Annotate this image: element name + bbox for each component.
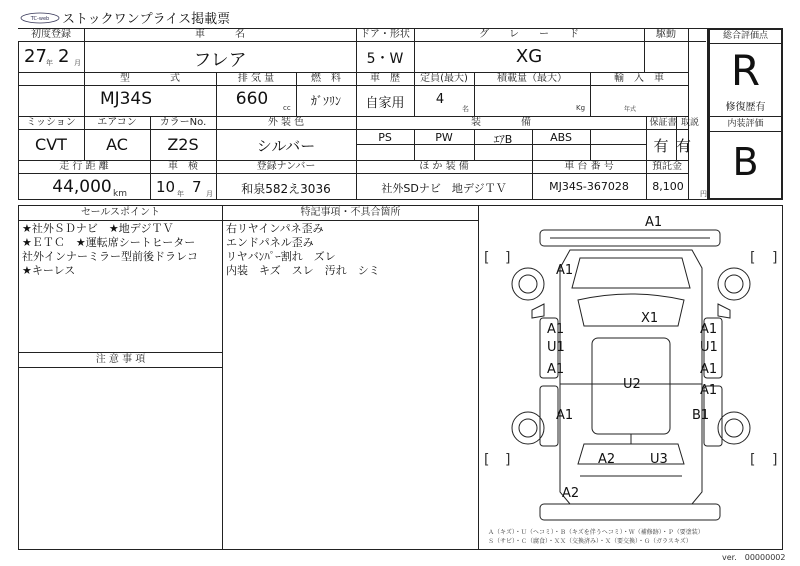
damage-mark: A2 bbox=[562, 486, 580, 501]
overall-grade: R bbox=[730, 46, 761, 95]
legend: Ａ（キズ）・Ｕ（ヘコミ）・Ｂ（キズを伴うヘコミ）・Ｗ（補修跡）・Ｐ（要塗装） Ｓ（サビ）・Ｃ（腐食）・ＸＸ（交換済み）・Ｘ（要交換）・Ｇ（ガラスキズ） bbox=[488, 529, 704, 545]
damage-mark: A1 bbox=[700, 322, 718, 337]
interior-grade-header: 内装評価 bbox=[710, 116, 781, 132]
manual: 有 bbox=[676, 137, 692, 155]
equip-pw: PW bbox=[435, 131, 453, 144]
exterior-header: 外 装 色 bbox=[267, 117, 305, 128]
grade-header: グ レ ー ド bbox=[479, 29, 579, 40]
displacement: 660 bbox=[235, 89, 269, 109]
logo bbox=[20, 9, 60, 21]
damage-mark: A1 bbox=[556, 263, 574, 278]
inspection-month: 7 bbox=[192, 178, 202, 196]
overall-note: 修復歴有 bbox=[725, 102, 766, 113]
bracket-left-bottom: [ bbox=[484, 452, 490, 468]
damage-mark: A1 bbox=[700, 383, 718, 398]
load-header: 積載量（最大） bbox=[497, 73, 567, 84]
exterior-color: シルバー bbox=[256, 137, 316, 155]
list-item: 社外インナーミラー型前後ドラレコ bbox=[22, 250, 198, 263]
bracket-right-bottom: [ bbox=[750, 452, 756, 468]
car-name-header: 車 名 bbox=[195, 29, 245, 40]
sales-points-header: セールスポイント bbox=[19, 206, 222, 221]
bracket-left-top: [ bbox=[484, 250, 490, 266]
list-item: ★ＥＴＣ ★運転席シートヒーター bbox=[22, 236, 196, 249]
list-item: エンドパネル歪み bbox=[226, 236, 314, 249]
version: ver. 00000002 bbox=[722, 553, 786, 562]
bracket-left-bottom-close: ] bbox=[505, 452, 511, 468]
deposit: 8,100 bbox=[652, 180, 684, 193]
door-type: 5・W bbox=[366, 51, 404, 67]
manual-header: 取説 bbox=[680, 118, 699, 128]
damage-mark: U2 bbox=[623, 377, 641, 392]
car-diagram bbox=[480, 208, 782, 526]
damage-mark: A1 bbox=[547, 362, 565, 377]
damage-mark: A1 bbox=[547, 322, 565, 337]
color-no: Z2S bbox=[167, 135, 199, 154]
warranty-header: 保証書 bbox=[649, 118, 677, 128]
bracket-right-top-close: ] bbox=[772, 250, 778, 266]
fuel-header: 燃 料 bbox=[311, 73, 341, 84]
chassis-number: MJ34S-367028 bbox=[549, 180, 629, 193]
list-item: リヤバﾝﾊﾟｰ割れ ズレ bbox=[226, 250, 336, 263]
other-equip-header: ほ か 装 備 bbox=[419, 161, 469, 172]
page-title: ストックワンプライス掲載票 bbox=[62, 12, 231, 27]
interior-grade: B bbox=[732, 140, 759, 184]
usage-header: 車 歴 bbox=[370, 73, 400, 84]
damage-mark: U1 bbox=[700, 340, 718, 355]
list-item: 内装 キズ スレ 汚れ シミ bbox=[226, 264, 380, 277]
capacity: 4 bbox=[435, 92, 445, 107]
caution-header: 注 意 事 項 bbox=[19, 352, 222, 368]
damage-mark: A1 bbox=[556, 408, 574, 423]
import-header: 輸 入 車 bbox=[614, 73, 664, 84]
first-reg-year: 27 bbox=[24, 46, 47, 67]
color-no-header: カラーNo. bbox=[159, 117, 207, 128]
damage-mark: A1 bbox=[700, 362, 718, 377]
bracket-left-top-close: ] bbox=[505, 250, 511, 266]
model: MJ34S bbox=[99, 89, 153, 109]
damage-mark: A2 bbox=[598, 452, 616, 467]
bracket-right-bottom-close: ] bbox=[772, 452, 778, 468]
equipment-header: 装 備 bbox=[471, 117, 531, 128]
chassis-header: 車 台 番 号 bbox=[564, 161, 614, 172]
car-name: フレア bbox=[193, 50, 247, 71]
mission: CVT bbox=[35, 135, 67, 154]
fuel: ｶﾞｿﾘﾝ bbox=[310, 94, 341, 108]
first-reg-header: 初度登録 bbox=[31, 29, 71, 40]
damage-mark: B1 bbox=[692, 408, 710, 423]
damage-mark: A1 bbox=[645, 215, 663, 230]
capacity-header: 定員(最大) bbox=[420, 73, 468, 84]
notes bbox=[226, 222, 380, 278]
notes-header: 特記事項・不具合箇所 bbox=[223, 206, 478, 221]
door-header: ドア・形状 bbox=[360, 29, 410, 40]
plate-header: 登録ナンバー bbox=[256, 161, 316, 172]
warranty: 有 bbox=[653, 137, 669, 155]
list-item: 右リヤインパネ歪み bbox=[226, 222, 324, 235]
mileage: 44,000 bbox=[52, 177, 112, 197]
damage-mark: U3 bbox=[650, 452, 668, 467]
damage-mark: U1 bbox=[547, 340, 565, 355]
svg-text:TC-web: TC-web bbox=[30, 16, 50, 22]
drive-header: 駆動 bbox=[656, 29, 676, 40]
inspection-header: 車 検 bbox=[168, 161, 198, 172]
first-reg-month: 2 bbox=[58, 46, 70, 67]
list-item: ★キーレス bbox=[22, 264, 76, 277]
usage: 自家用 bbox=[365, 96, 405, 111]
displacement-header: 排 気 量 bbox=[237, 73, 275, 84]
deposit-header: 預託金 bbox=[652, 161, 682, 172]
overall-grade-header: 総合評価点 bbox=[710, 29, 781, 44]
aircon: AC bbox=[106, 135, 128, 154]
plate-number: 和泉582え3036 bbox=[241, 182, 331, 196]
damage-mark: X1 bbox=[641, 311, 659, 326]
equip-ps: PS bbox=[378, 131, 392, 144]
inspection-year: 10 bbox=[156, 178, 176, 196]
equip-airbag: ｴｱB bbox=[493, 133, 513, 146]
mission-header: ミッション bbox=[26, 117, 76, 128]
grade: XG bbox=[515, 46, 543, 67]
bracket-right-top: [ bbox=[750, 250, 756, 266]
sales-points bbox=[22, 222, 198, 278]
list-item: ★社外ＳＤナビ ★地デジＴＶ bbox=[22, 222, 174, 235]
aircon-header: エアコン bbox=[97, 117, 137, 128]
other-equip: 社外SDナビ 地デジＴＶ bbox=[381, 182, 507, 195]
equip-abs: ABS bbox=[550, 131, 572, 144]
model-header: 型 式 bbox=[120, 73, 180, 84]
mileage-header: 走 行 距 離 bbox=[59, 161, 109, 172]
